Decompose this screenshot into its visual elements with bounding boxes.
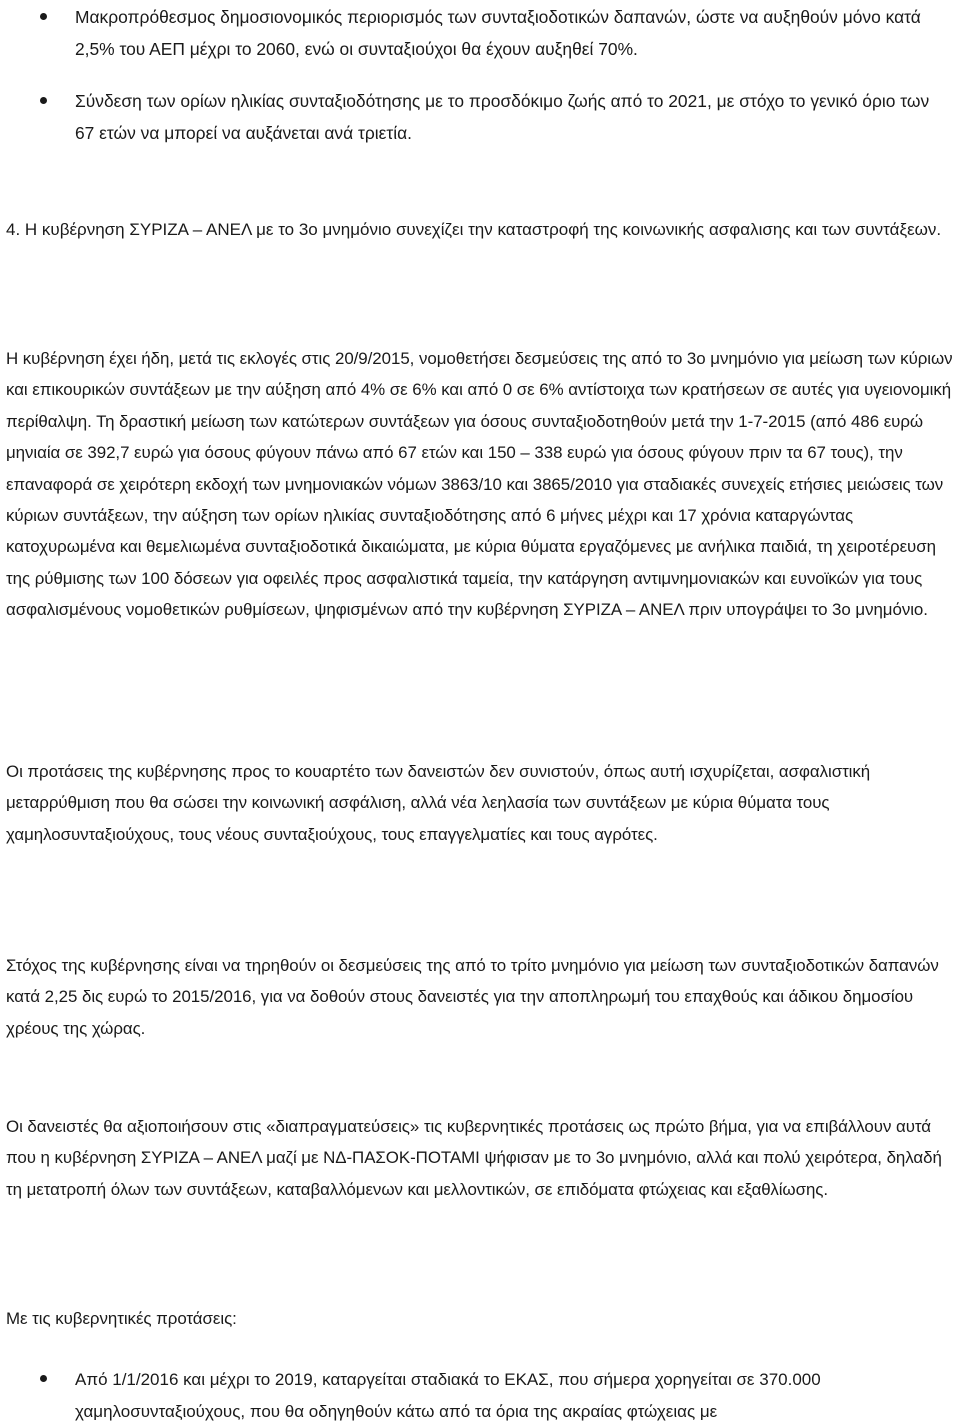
paragraph: Οι προτάσεις της κυβέρνησης προς το κουαρτέτο των δανειστών δεν συνιστούν, όπως αυτή ισχυρίζεται, ασφαλιστική μεταρρύθμιση που θα σώσει την κοινωνική ασφάλιση, αλλά νέα λεηλασία των συντάξεων με κύρια θύματα τους χαμηλοσυνταξιούχους, τους νέους συνταξιούχους, τους επαγγελματίες και τους αγρότες. bbox=[6, 762, 871, 844]
paragraph: Στόχος της κυβέρνησης είναι να τηρηθούν οι δεσμεύσεις της από το τρίτο μνημόνιο για μείωση των συνταξιοδοτικών δαπανών κατά 2,25 δις ευρώ το 2015/2016, για να δοθούν στους δανειστές για την αποπληρωμή του επαχθούς και άδικου δημοσίου χρέους της χώρας. bbox=[6, 956, 939, 1038]
bullet-text: Μακροπρόθεσμος δημοσιονομικός περιορισμός των συνταξιοδοτικών δαπανών, ώστε να αυξηθούν μόνο κατά 2,5% του ΑΕΠ μέχρι το 2060, ενώ οι συνταξιούχοι θα έχουν αυξηθεί 70%. bbox=[75, 7, 921, 59]
bullet-icon bbox=[40, 1375, 47, 1382]
bullet-icon bbox=[40, 97, 47, 104]
section-heading: 4. Η κυβέρνηση ΣΥΡΙΖΑ – ΑΝΕΛ με το 3ο μνημόνιο συνεχίζει την καταστροφή της κοινωνικής ασφαλισης και των συντάξεων. bbox=[6, 220, 942, 239]
paragraph: Οι δανειστές θα αξιοποιήσουν στις «διαπραγματεύσεις» τις κυβερνητικές προτάσεις ως πρώτο βήμα, για να επιβάλλουν αυτά που η κυβέρνηση ΣΥΡΙΖΑ – ΑΝΕΛ μαζί με ΝΔ-ΠΑΣΟΚ-ΠΟΤΑΜΙ ψήφισαν με το 3ο μνημόνιο, αλλά και πολύ χειρότερα, δηλαδή τη μετατροπή όλων των συντάξεων, καταβαλλόμενων και μελλοντικών, σε επιδόματα φτώχειας και εξαθλίωσης. bbox=[6, 1117, 942, 1199]
bullet-text: Από 1/1/2016 και μέχρι το 2019, καταργείται σταδιακά το ΕΚΑΣ, που σήμερα χορηγείται σε 370.000 χαμηλοσυνταξιούχους, που θα οδηγηθούν κάτω από τα όρια της ακραίας φτώχειας με bbox=[75, 1370, 821, 1421]
paragraph: Με τις κυβερνητικές προτάσεις: bbox=[6, 1309, 237, 1328]
paragraph: Η κυβέρνηση έχει ήδη, μετά τις εκλογές στις 20/9/2015, νομοθετήσει δεσμεύσεις της από το 3ο μνημόνιο για μείωση των κύριων και επικουρικών συντάξεων με την αύξηση από 4% σε 6% και από 0 σε 6% αντίστοιχα των κρατήσεων σε αυτές για υγειονομική περίθαλψη. Τη δραστική μείωση των κατώτερων συντάξεων για όσους συνταξιοδοτηθούν μετά την 1-7-2015 (από 486 ευρώ μηνιαία σε 392,7 ευρώ για όσους φύγουν πάνω από 67 ετών και 150 – 338 ευρώ για όσους φύγουν πριν τα 67 τους), την επαναφορά σε χειρότερη εκδοχή των μνημονιακών νόμων 3863/10 και 3865/2010 για σταδιακές συνεχείς ετήσιες μειώσεις των κύριων συντάξεων, την αύξηση των ορίων ηλικίας συνταξιοδότησης από 6 μήνες μέχρι και 17 χρόνια καταργώντας κατοχυρωμένα και θεμελιωμένα συνταξιοδοτικά δικαιώματα, με κύρια θύματα εργαζόμενες με ανήλικα παιδιά, τη χειροτέρευση της ρύθμισης των 100 δόσεων για οφειλές προς ασφαλιστικά ταμεία, την κατάργηση αντιμνημονιακών και ευνοϊκών για τους ασφαλισμένους νομοθετικών ρυθμίσεων, ψηφισμένων από την κυβέρνηση ΣΥΡΙΖΑ – ΑΝΕΛ πριν υπογράψει το 3ο μνημόνιο. bbox=[6, 349, 953, 620]
bullet-icon bbox=[40, 13, 47, 20]
bullet-text: Σύνδεση των ορίων ηλικίας συνταξιοδότησης με το προσδόκιμο ζωής από το 2021, με στόχο το γενικό όριο των 67 ετών να μπορεί να αυξάνεται ανά τριετία. bbox=[75, 91, 930, 143]
